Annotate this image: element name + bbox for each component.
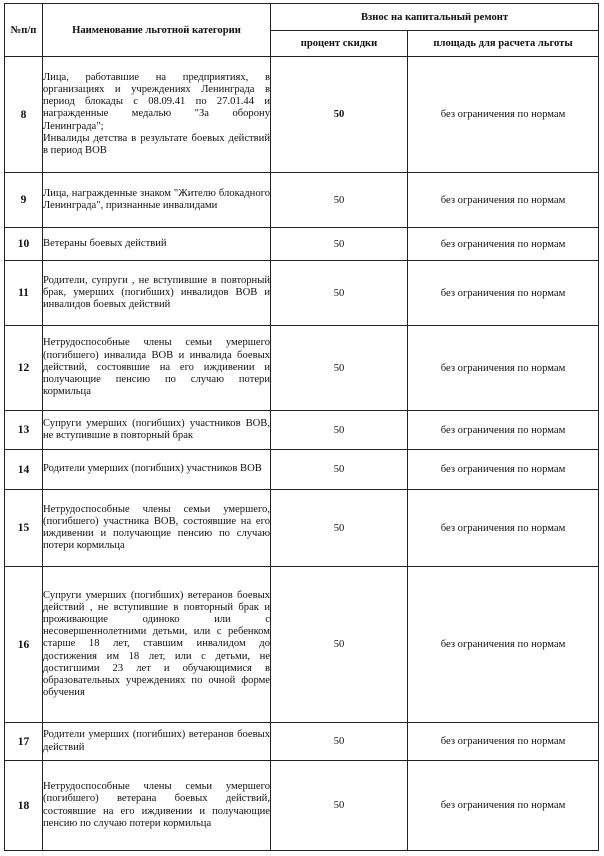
- row-number: 14: [5, 450, 43, 490]
- category-name: [43, 761, 271, 851]
- table-row: [5, 761, 599, 851]
- benefit-area: без ограничения по нормам: [408, 567, 599, 723]
- category-name: [43, 723, 271, 761]
- table-row: [5, 723, 599, 761]
- discount-percent: 50: [271, 761, 408, 851]
- category-name: [43, 326, 271, 411]
- benefits-table: [4, 3, 599, 851]
- discount-percent: 50: [271, 326, 408, 411]
- benefit-area: без ограничения по нормам: [408, 57, 599, 173]
- benefit-area: без ограничения по нормам: [408, 490, 599, 567]
- table-body: [5, 57, 599, 851]
- discount-percent: 50: [271, 57, 408, 173]
- row-number: 17: [5, 723, 43, 761]
- category-name-line: Супруги умерших (погибших) участников ВОВ, не вступившие в повторный брак: [43, 417, 270, 441]
- table-header: [5, 4, 599, 57]
- table-row: [5, 567, 599, 723]
- table-row: [5, 411, 599, 450]
- category-name-line: Ветераны боевых действий: [43, 237, 167, 249]
- discount-percent: 50: [271, 450, 408, 490]
- discount-percent: 50: [271, 261, 408, 326]
- benefit-area: без ограничения по нормам: [408, 261, 599, 326]
- benefit-area: без ограничения по нормам: [408, 723, 599, 761]
- category-name: [43, 57, 271, 173]
- discount-percent: 50: [271, 228, 408, 261]
- discount-percent: 50: [271, 173, 408, 228]
- benefit-area: без ограничения по нормам: [408, 450, 599, 490]
- category-name: [43, 228, 271, 261]
- category-name-line: Родители, супруги , не вступившие в повторный брак, умерших (погибших) инвалидов ВОВ и инвалидов боевых действий: [43, 274, 270, 311]
- row-number: 9: [5, 173, 43, 228]
- row-number: 13: [5, 411, 43, 450]
- benefit-area: без ограничения по нормам: [408, 411, 599, 450]
- row-number: 16: [5, 567, 43, 723]
- header-discount-percent: процент скидки: [271, 31, 408, 57]
- discount-percent: 50: [271, 411, 408, 450]
- category-name-line: Инвалиды детства в результате боевых действий в период ВОВ: [43, 132, 270, 156]
- category-name: [43, 567, 271, 723]
- category-name-line: Нетрудоспособные члены семьи умершего (погибшего) инвалида ВОВ и инвалида боевых действий, состоявшие на его иждивении и получающие пенсию по случаю потери кормильца: [43, 337, 270, 398]
- row-number: 8: [5, 57, 43, 173]
- discount-percent: 50: [271, 490, 408, 567]
- table-row: [5, 173, 599, 228]
- header-capital-repair-fee: Взнос на капитальный ремонт: [271, 4, 599, 31]
- row-number: 11: [5, 261, 43, 326]
- category-name-line: Лица, награжденные знаком "Жителю блокадного Ленинграда", признанные инвалидами: [43, 187, 270, 211]
- benefit-area: без ограничения по нормам: [408, 173, 599, 228]
- category-name: [43, 261, 271, 326]
- row-number: 10: [5, 228, 43, 261]
- row-number: 12: [5, 326, 43, 411]
- category-name-line: Родители умерших (погибших) ветеранов боевых действий: [43, 729, 270, 753]
- header-num: №п/п: [5, 4, 43, 57]
- category-name: [43, 411, 271, 450]
- row-number: 15: [5, 490, 43, 567]
- category-name-line: Лица, работавшие на предприятиях, в организациях и учреждениях Ленинграда в период блокады с 08.09.41 по 27.01.44 и награжденные медалью "За оборону Ленинграда";: [43, 71, 270, 132]
- table-row: [5, 490, 599, 567]
- category-name-line: Нетрудоспособные члены семьи умершего (погибшего) ветерана боевых действий, состоявшие на его иждивении и получающие пенсию по случаю потери кормильца: [43, 781, 270, 829]
- category-name: [43, 173, 271, 228]
- category-name-line: Нетрудоспособные члены семьи умершего, (погибшего) участника ВОВ, состоявшие на его иждивении и получающие пенсию по случаю потери кормильца: [43, 503, 270, 552]
- table-row: [5, 57, 599, 173]
- category-name-line: Родители умерших (погибших) участников ВОВ: [43, 463, 262, 475]
- table-row: [5, 450, 599, 490]
- table-row: [5, 326, 599, 411]
- category-name: [43, 450, 271, 490]
- header-area-for-benefit: площадь для расчета льготы: [408, 31, 599, 57]
- benefit-area: без ограничения по нормам: [408, 326, 599, 411]
- discount-percent: 50: [271, 567, 408, 723]
- row-number: 18: [5, 761, 43, 851]
- category-name: [43, 490, 271, 567]
- table-row: [5, 228, 599, 261]
- benefit-area: без ограничения по нормам: [408, 761, 599, 851]
- benefit-area: без ограничения по нормам: [408, 228, 599, 261]
- table-row: [5, 261, 599, 326]
- category-name-line: Супруги умерших (погибших) ветеранов боевых действий , не вступившие в повторный брак и проживающие одиноко или с несовершеннолетними детьми, или с ребенком старше 18 лет, ставшим инвалидом до достижения им 18 лет, или с детьми, не достигшими 23 лет и обучающимися в образовательных учреждениях по очной форме обучения: [43, 589, 270, 699]
- discount-percent: 50: [271, 723, 408, 761]
- header-category-name: Наименование льготной категории: [43, 4, 271, 57]
